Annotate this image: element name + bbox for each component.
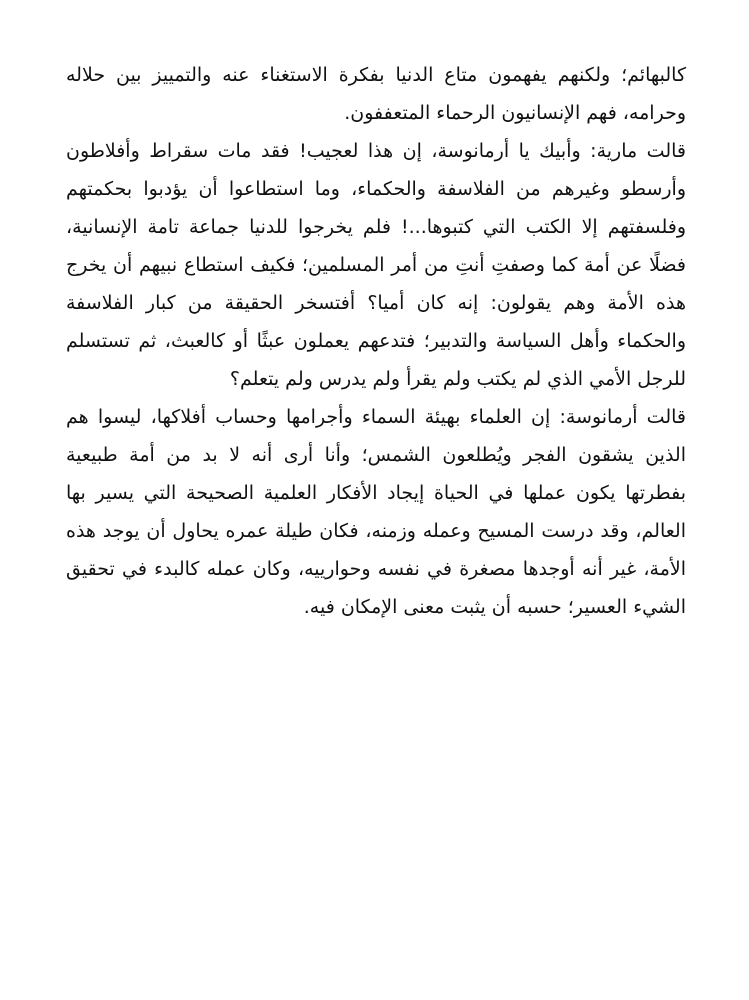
paragraph-3: قالت أرمانوسة: إن العلماء بهيئة السماء وأجرامها وحساب أفلاكها، ليسوا هم الذين يشقون الفجر ويُطلعون الشمس؛ وأنا أرى أنه لا بد من أمة طبيعية بفطرتها يكون عملها في الحياة إيجاد الأفكار العلمية الصحيحة التي يسير بها العالم، وقد درست المسيح وعمله وزمنه، فكان طيلة عمره يحاول أن يوجد هذه الأمة، غير أنه أوجدها مصغرة في نفسه وحوارييه، وكان عمله كالبدء في تحقيق الشيء العسير؛ حسبه أن يثبت معنى الإمكان فيه.	[66, 406, 686, 618]
paragraph-2: قالت مارية: وأبيك يا أرمانوسة، إن هذا لعجيب! فقد مات سقراط وأفلاطون وأرسطو وغيرهم من الفلاسفة والحكماء، وما استطاعوا أن يؤدبوا بحكمتهم وفلسفتهم إلا الكتب التي كتبوها...! فلم يخرجوا للدنيا جماعة تامة الإنسانية، فضلًا عن أمة كما وصفتِ أنتِ من أمر المسلمين؛ فكيف استطاع نبيهم أن يخرج هذه الأمة وهم يقولون: إنه كان أميا؟ أفتسخر الحقيقة من كبار الفلاسفة والحكماء وأهل السياسة والتدبير؛ فتدعهم يعملون عبثًا أو كالعبث، ثم تستسلم للرجل الأمي الذي لم يكتب ولم يقرأ ولم يدرس ولم يتعلم؟	[66, 140, 686, 390]
paragraph-1: كالبهائم؛ ولكنهم يفهمون متاع الدنيا بفكرة الاستغناء عنه والتمييز بين حلاله وحرامه، فهم الإنسانيون الرحماء المتعففون.	[66, 64, 686, 124]
document-page	[66, 56, 686, 626]
